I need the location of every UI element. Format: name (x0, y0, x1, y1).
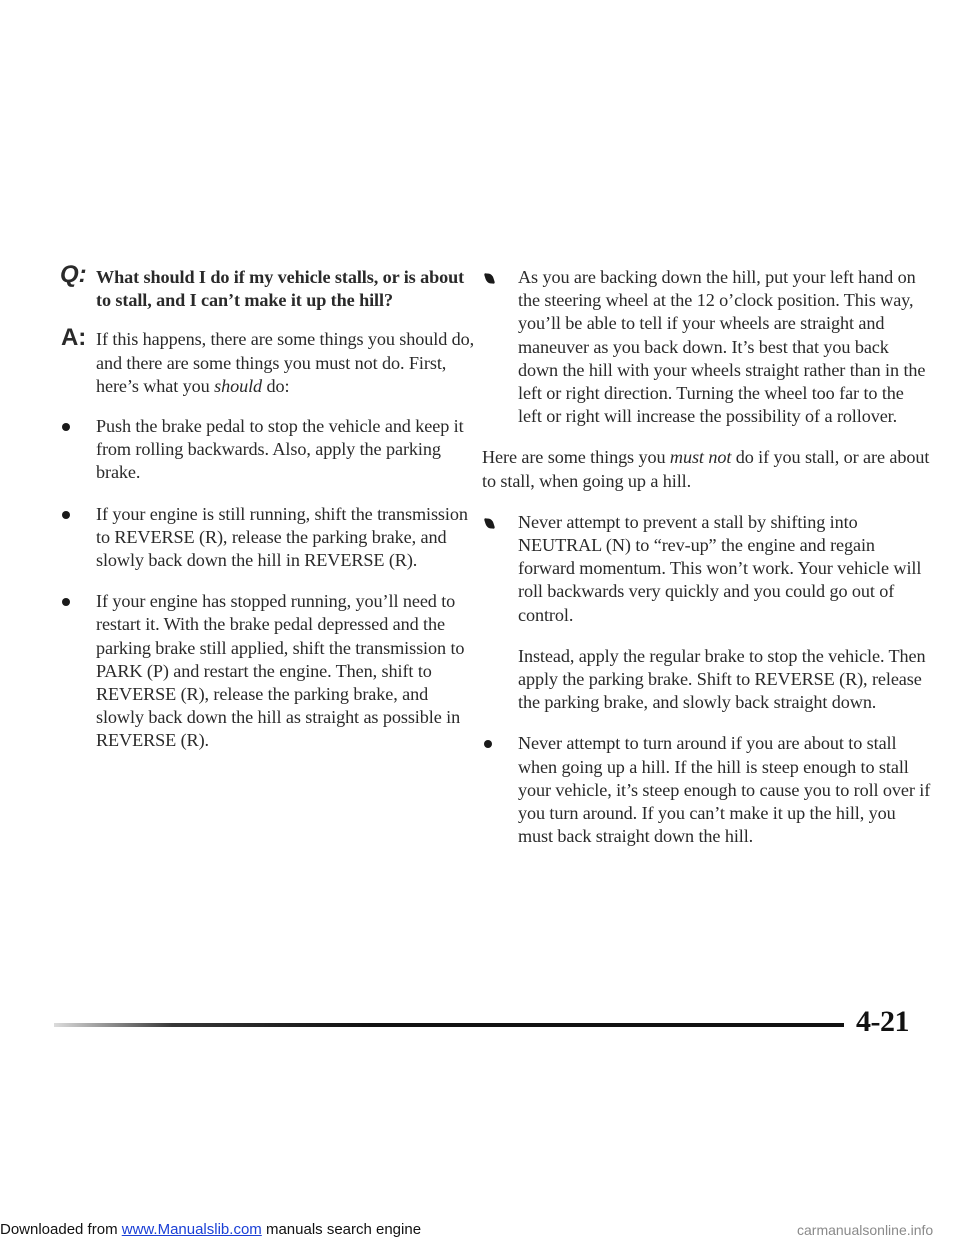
manualslib-link[interactable]: www.Manualslib.com (121, 1221, 262, 1238)
diamond-bullet-icon (484, 273, 496, 284)
paragraph-text-start: Here are some things you (482, 447, 670, 468)
bullet-dot-icon (484, 740, 492, 748)
question-block (60, 261, 480, 312)
right-column (482, 266, 932, 866)
answer-text-end: do: (262, 375, 290, 396)
footer-source (0, 1218, 421, 1242)
paragraph-emphasis: must not (669, 447, 732, 468)
list-item (60, 503, 480, 573)
list-item (482, 732, 932, 848)
body-paragraph (482, 446, 932, 492)
list-item (60, 415, 480, 485)
answer-emphasis: should (214, 375, 263, 396)
list-item-text: Push the brake pedal to stop the vehicle and keep it from rolling backwards. Also, apply the parking brake. (96, 416, 464, 483)
footer-prefix: Downloaded from (0, 1221, 122, 1238)
question-text: What should I do if my vehicle stalls, or is about to stall, and I can’t make it up the hill? (96, 267, 465, 311)
footer-suffix: manuals search engine (261, 1221, 422, 1238)
answer-block (60, 324, 480, 398)
answer-mark-label: A: (61, 324, 87, 352)
list-item-text: If your engine has stopped running, you’ll need to restart it. With the brake pedal depressed and the parking brake still applied, shift the transmission to PARK (P) and restart the engine. Then, shift to REVERSE (R), release the parking brake, and slowly back down the hill as straight as possible in REVERSE (R). (96, 591, 465, 751)
watermark-text: carmanualsonline.info (797, 1222, 934, 1238)
list-item-text: Never attempt to prevent a stall by shifting into NEUTRAL (N) to “rev-up” the engine and regain forward momentum. This won’t work. Your vehicle will roll backwards very quickly and you could go out of control. (518, 511, 922, 625)
question-mark-label: Q: (60, 261, 87, 288)
paragraph-text-end: do if you stall, or are about to stall, when going up a hill. (482, 447, 930, 491)
list-item (482, 511, 932, 627)
footer-rule (54, 1023, 844, 1027)
list-item-text: Never attempt to turn around if you are about to stall when going up a hill. If the hill is steep enough to stall your vehicle, it’s steep enough to cause you to roll over if you turn around. If you can’t make it up the hill, you must back straight down the hill. (518, 733, 931, 847)
page-number: 4-21 (856, 1005, 909, 1038)
left-column (60, 261, 480, 771)
list-item (60, 590, 480, 752)
list-item-continuation: Instead, apply the regular brake to stop the vehicle. Then apply the parking brake. Shift to REVERSE (R), release the parking brake, and slowly back straight down. (518, 645, 926, 713)
list-item-text: As you are backing down the hill, put your left hand on the steering wheel at the 12 o’clock position. This way, you’ll be able to tell if your wheels are straight and maneuver as you back down. It’s best that you back down the hill with your wheels straight rather than in the left or right direction. Turning the wheel too far to the left or right will increase the possibility of a rollover. (518, 267, 926, 427)
download-footer (0, 1218, 960, 1242)
diamond-bullet-icon (484, 518, 496, 529)
bullet-dot-icon (62, 511, 70, 519)
list-item (482, 266, 932, 428)
bullet-dot-icon (62, 598, 70, 606)
answer-text-start: If this happens, there are some things you should do, and there are some things you must not do. First, here’s what you (96, 329, 475, 396)
bullet-dot-icon (62, 423, 70, 431)
list-item-text: If your engine is still running, shift the transmission to REVERSE (R), release the parking brake, and slowly back down the hill in REVERSE (R). (96, 503, 468, 571)
